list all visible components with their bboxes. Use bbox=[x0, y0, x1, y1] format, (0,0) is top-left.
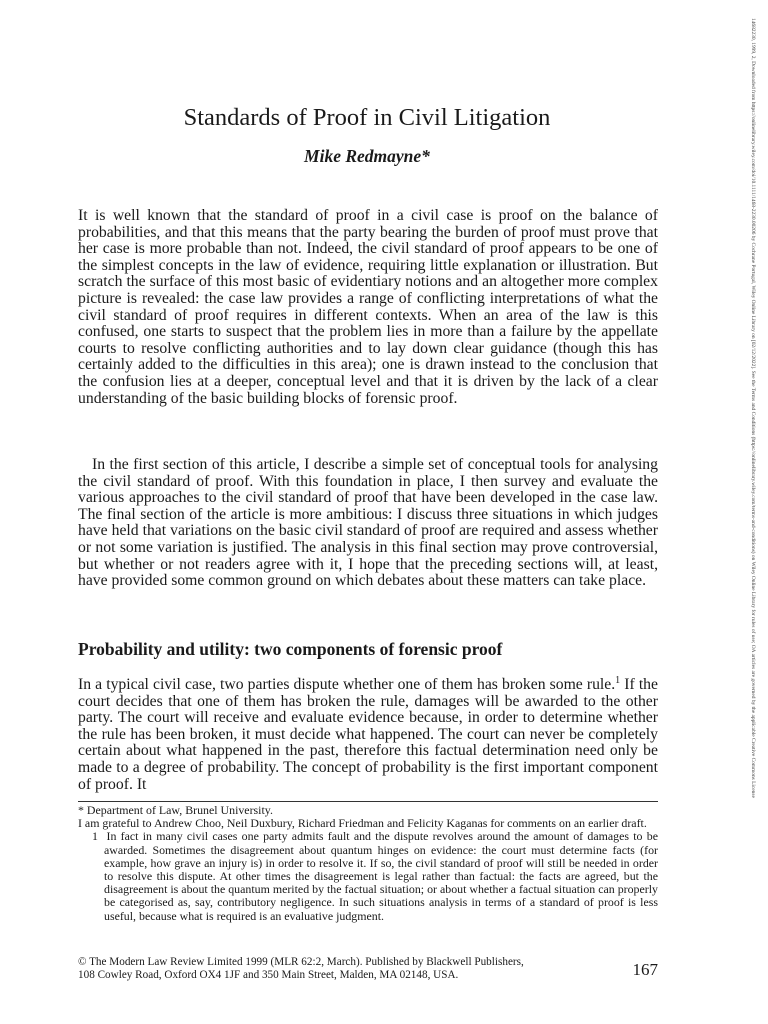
footnote-1 bbox=[78, 830, 658, 922]
body-paragraph-2: In the first section of this article, I describe a simple set of conceptual tools for analysing the civil standard of proof. With this foundation in place, I then survey and evaluate the various approaches to the civil standard of proof that have been developed in the case law. The final section of the article is more ambitious: I discuss three situations in which judges have held that variations on the basic civil standard of proof are required and assess whether or not some variation is justified. The analysis in this final section may prove controversial, but whether or not readers agree with it, I hope that the preceding sections will, at least, have provided some common ground on which debates about these matters can take place. bbox=[78, 456, 658, 590]
footnotes bbox=[78, 804, 658, 923]
section-heading: Probability and utility: two components of forensic proof bbox=[78, 639, 503, 659]
footnote-ref-1[interactable]: 1 bbox=[615, 674, 621, 686]
copyright-line-1: © The Modern Law Review Limited 1999 (MLR 62:2, March). Published by Blackwell Publishers, bbox=[78, 956, 524, 968]
footnote-affiliation: * Department of Law, Brunel University. bbox=[78, 803, 273, 817]
footnote-acknowledgement: I am grateful to Andrew Choo, Neil Duxbury, Richard Friedman and Felicity Kaganas for comments on an earlier draft. bbox=[78, 816, 647, 831]
body-paragraph-3 bbox=[78, 674, 658, 793]
body-paragraph-1: It is well known that the standard of proof in a civil case is proof on the balance of probabilities, and that this means that the party bearing the burden of proof must prove that her case is more probable than not. Indeed, the civil standard of proof appears to be one of the simplest concepts in the law of evidence, requiring little explanation or illustration. But scratch the surface of this most basic of evidentiary notions and an altogether more complex picture is revealed: the case law provides a range of conflicting interpretations of what the civil standard of proof requires in different contexts. When an area of the law is this confused, one starts to suspect that the problem lies in more than a failure by the appellate courts to resolve conflicting authorities and to lay down clear guidance (though this has certainly added to the difficulties in this area); one is drawn instead to the conclusion that the confusion lies at a deeper, conceptual level and that it is driven by the lack of a clear understanding of the basic building blocks of forensic proof. bbox=[78, 207, 658, 407]
footnote-1-number: 1 bbox=[92, 829, 98, 844]
article-title: Standards of Proof in Civil Litigation bbox=[183, 104, 551, 131]
download-sidebar-notice: 14682230, 1999, 2, Downloaded from https://onlinelibrary.wiley.com/doi/10.1111/1468-2230.00206 by Cochrane Portugal, Wiley Online Library on [02/12/2022]. See the Terms and Conditions (https://onlinelibrary.wiley.com/terms-and-conditions) on Wiley Online Library for rules of use; OA articles are governed by the applicable Creative Commons License bbox=[750, 18, 756, 798]
article-author: Mike Redmayne* bbox=[304, 146, 430, 166]
copyright-line-2: 108 Cowley Road, Oxford OX4 1JF and 350 Main Street, Malden, MA 02148, USA. bbox=[78, 968, 459, 981]
footnote-1-text: In fact in many civil cases one party admits fault and the dispute revolves around the amount of damages to be awarded. Sometimes the disagreement about quantum hinges on evidence: the court must determine facts (for example, how grave an injury is) in order to resolve it. If so, the civil standard of proof will still be needed in order to resolve this dispute. At other times the disagreement is legal rather than factual: the facts are agreed, but the disagreement is about the quantum merited by the factual situation; or about whether a factual situation can properly be categorised as, say, contributory negligence. In such situations analysis in terms of a standard of proof is less useful, because what is required is an evaluative judgment. bbox=[104, 829, 658, 923]
paragraph-3-rest: If the court decides that one of them has broken the rule, damages will be awarded to the other party. The court will receive and evaluate evidence because, in order to determine whether the rule has been broken, it must decide what happened. The court can never be completely certain about what happened in the past, therefore this factual determination need only be made to a degree of probability. The concept of probability is the first important component of proof. It bbox=[78, 676, 658, 793]
footnote-divider bbox=[78, 801, 658, 802]
page-number: 167 bbox=[632, 960, 658, 979]
copyright-notice bbox=[78, 956, 578, 981]
paragraph-3-start: In a typical civil case, two parties dispute whether one of them has broken some rule. bbox=[78, 676, 616, 693]
